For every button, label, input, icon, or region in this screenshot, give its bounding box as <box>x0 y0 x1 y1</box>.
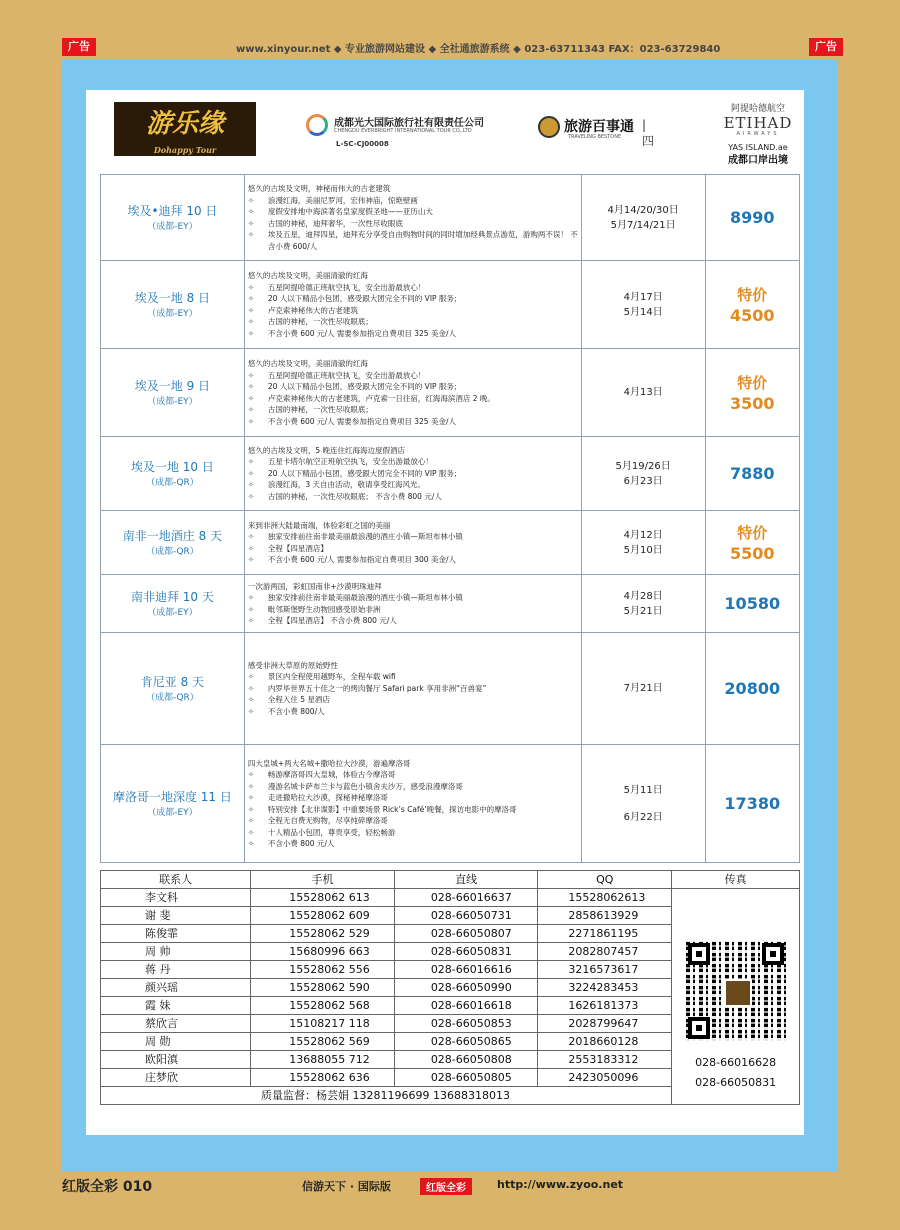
contact-name: 周 帅 <box>101 943 251 961</box>
tour-feature: ✧ 度假安排地中海滨著名皇家度假圣地——亚历山大 <box>247 207 433 216</box>
header-qq: QQ <box>538 871 672 889</box>
tour-price-cell <box>705 349 799 437</box>
diamond-bullet-icon: ✧ <box>247 370 255 380</box>
tour-name-cell <box>101 575 245 633</box>
youlexuan-logo: 游乐缘 Dohappy Tour <box>114 102 256 156</box>
tour-name-cell <box>101 437 245 511</box>
tour-name-cell <box>101 349 245 437</box>
tour-price-cell <box>705 745 799 863</box>
contact-phone: 15528062 568 <box>251 997 395 1015</box>
tour-feature: ✧ 独家安排前往南非最美丽最浪漫的酒庄小镇—斯坦布林小镇 <box>247 532 463 541</box>
tour-date: 5月14日 <box>623 306 663 318</box>
tour-feature: ✧ 全程【四星酒店】 <box>247 543 328 553</box>
tour-description-cell <box>244 745 581 863</box>
contact-phone: 15528062 556 <box>251 961 395 979</box>
tour-price-cell <box>705 437 799 511</box>
contact-qq: 15528062613 <box>538 889 672 907</box>
contact-phone: 15680996 663 <box>251 943 395 961</box>
tour-feature: ✧ 不含小费 800/人 <box>247 706 325 716</box>
diamond-bullet-icon: ✧ <box>247 405 255 414</box>
tour-feature: ✧ 景区内全程使用越野车，全程车载 wifi <box>247 672 396 682</box>
tour-feature: ✧ 浪漫红海，3 天自由活动，敬请享受红海风光。 <box>247 480 426 490</box>
tour-description-cell <box>244 349 581 437</box>
tour-feature: ✧ 古国的神秘，一次性尽收眼底； 不含小费 800 元/人 <box>247 491 442 501</box>
footer-url[interactable]: http://www.zyoo.net <box>497 1178 624 1191</box>
tour-name: 埃及一地 10 日 <box>130 459 214 474</box>
tour-intro: 悠久的古埃及文明，5 晚连住红海海边度假酒店 <box>247 445 406 455</box>
footer-slogan: 信游天下 · 国际版 <box>302 1180 391 1193</box>
tour-price-cell <box>705 575 799 633</box>
tour-name-cell <box>101 511 245 575</box>
contact-qq: 2082807457 <box>538 943 672 961</box>
contact-line: 028-66016637 <box>394 889 538 907</box>
header-name: 联系人 <box>101 871 251 889</box>
tour-feature: ✧ 20 人以下精品小包团，感受跟大团完全不同的 VIP 服务； <box>247 382 462 391</box>
tour-date: 5月21日 <box>623 605 663 617</box>
diamond-bullet-icon: ✧ <box>247 706 255 716</box>
diamond-bullet-icon: ✧ <box>247 543 255 553</box>
contact-qq: 2028799647 <box>538 1015 672 1033</box>
contact-name: 陈俊霏 <box>101 925 251 943</box>
contact-name: 蒋 丹 <box>101 961 251 979</box>
ad-label-right: 广告 <box>809 38 843 56</box>
fax-cell <box>672 889 800 1105</box>
contact-qq: 3224283453 <box>538 979 672 997</box>
contact-row <box>101 889 800 907</box>
tour-feature: ✧ 独家安排前往南非最美丽最浪漫的酒庄小镇—斯坦布林小镇 <box>247 593 463 602</box>
contacts-header-row <box>101 871 800 889</box>
diamond-bullet-icon: ✧ <box>247 317 255 326</box>
tour-dates-cell <box>581 745 705 863</box>
tour-price: 17380 <box>724 793 781 813</box>
contact-qq: 2423050096 <box>538 1069 672 1087</box>
diamond-bullet-icon: ✧ <box>247 305 255 315</box>
top-bar <box>0 38 900 58</box>
tour-airline: （成都-QR） <box>146 692 199 703</box>
tour-description-cell <box>244 175 581 261</box>
tour-date: 6月23日 <box>623 475 663 487</box>
tour-feature: ✧ 全程【四星酒店】 不含小费 800 元/人 <box>247 616 397 625</box>
tour-intro: 悠久的古埃及文明，美丽清澈的红海 <box>247 271 368 280</box>
diamond-bullet-icon: ✧ <box>247 382 255 391</box>
tour-feature: ✧ 五星卡塔尔航空正班航空执飞，安全出游最放心！ <box>247 457 433 467</box>
everbright-logo: 成都光大国际旅行社有限责任公司 CHENGDU EVERBRIGHT INTERNATIONAL TOUR CO.,LTD L-SC-CJ00008 <box>306 108 506 154</box>
diamond-bullet-icon: ✧ <box>247 195 255 205</box>
lvyou-logo: 旅游百事通 TRAVELING BESTONE | 四 <box>538 112 653 148</box>
tour-date: 4月12日 <box>623 529 663 541</box>
tour-name: 肯尼亚 8 天 <box>140 674 205 689</box>
contact-qq: 1626181373 <box>538 997 672 1015</box>
diamond-bullet-icon: ✧ <box>247 393 255 403</box>
tour-feature: ✧ 卢克索神秘伟大的古老建筑 <box>247 305 358 315</box>
contact-name: 周 勋 <box>101 1033 251 1051</box>
tour-name-cell <box>101 175 245 261</box>
tour-airline: （成都-EY） <box>147 807 198 818</box>
contact-name: 庄梦欣 <box>101 1069 251 1087</box>
contact-phone: 15528062 590 <box>251 979 395 997</box>
tour-feature: ✧ 毗邻斯堡野生动物园感受原始非洲 <box>247 604 381 614</box>
special-price-tag: 特价 <box>737 285 768 304</box>
tour-feature: ✧ 卢克索神秘伟大的古老建筑，卢克索一日往宿，红海海滨酒店 2 晚。 <box>247 393 495 403</box>
tour-feature: ✧ 20 人以下精品小包团，感受跟大团完全不同的 VIP 服务； <box>247 294 462 303</box>
tour-intro: 一次游两国，彩虹国南非+沙漠明珠迪拜 <box>247 581 382 591</box>
diamond-bullet-icon: ✧ <box>247 604 255 614</box>
contact-qq: 2271861195 <box>538 925 672 943</box>
tour-feature: ✧ 不含小费 600 元/人 需要参加指定自费项目 325 美金/人 <box>247 328 456 338</box>
fax-number: 028-66050831 <box>695 1076 777 1089</box>
tour-dates-cell <box>581 511 705 575</box>
tour-name: 摩洛哥一地深度 11 日 <box>112 789 232 804</box>
contact-line: 028-66016618 <box>394 997 538 1015</box>
tour-name: 南非迪拜 10 天 <box>130 589 214 604</box>
tour-airline: （成都-EY） <box>147 308 198 319</box>
tour-row <box>101 745 800 863</box>
header-fax: 传真 <box>672 871 800 889</box>
tour-feature: ✧ 特别安排【北非谍影】中重要场景 Rick’s Café’晚餐，探访电影中的摩洛哥 <box>247 804 517 814</box>
tour-feature: ✧ 内罗毕世界五十佳之一的烤肉餐厅 Safari park 享用非洲“百兽宴” <box>247 683 487 693</box>
quality-supervision: 质量监督：杨芸娟 13281196699 13688318013 <box>101 1087 672 1105</box>
tour-feature: ✧ 不含小费 600 元/人 需要参加指定自费项目 325 美金/人 <box>247 416 456 426</box>
contact-phone: 15528062 529 <box>251 925 395 943</box>
tour-feature: ✧ 全程无自费无购物，尽享纯碎摩洛哥 <box>247 816 388 825</box>
contact-name: 李文科 <box>101 889 251 907</box>
tour-dates-cell <box>581 261 705 349</box>
tour-date: 4月14/20/30日 <box>607 204 679 216</box>
diamond-bullet-icon: ✧ <box>247 230 255 239</box>
contact-line: 028-66050990 <box>394 979 538 997</box>
tour-price-cell <box>705 261 799 349</box>
diamond-bullet-icon: ✧ <box>247 491 255 501</box>
diamond-bullet-icon: ✧ <box>247 781 255 791</box>
tour-feature: ✧ 古国的神秘，一次性尽收眼底； <box>247 405 373 414</box>
special-price-tag: 特价 <box>737 523 768 542</box>
bottom-bar <box>0 1176 900 1198</box>
tour-description-cell <box>244 437 581 511</box>
contact-line: 028-66050731 <box>394 907 538 925</box>
tour-row <box>101 633 800 745</box>
diamond-bullet-icon: ✧ <box>247 555 255 564</box>
contact-qq: 3216573617 <box>538 961 672 979</box>
qr-code-icon <box>686 941 786 1041</box>
contact-line: 028-66050805 <box>394 1069 538 1087</box>
tour-feature: ✧ 全程入住 5 星酒店 <box>247 695 330 705</box>
contact-name: 欧阳滇 <box>101 1051 251 1069</box>
diamond-bullet-icon: ✧ <box>247 480 255 490</box>
tour-price-cell <box>705 633 799 745</box>
contact-line: 028-66050808 <box>394 1051 538 1069</box>
header-line: 直线 <box>394 871 538 889</box>
tour-intro: 悠久的古埃及文明，神秘而伟大的古老建筑 <box>247 184 391 193</box>
tour-date: 6月22日 <box>623 811 663 823</box>
diamond-bullet-icon: ✧ <box>247 804 255 814</box>
tour-dates-cell <box>581 437 705 511</box>
diamond-bullet-icon: ✧ <box>247 683 255 693</box>
contact-qq: 2553183312 <box>538 1051 672 1069</box>
tour-name-cell <box>101 633 245 745</box>
tour-feature: ✧ 古国的神秘，一次性尽收眼底； <box>247 317 373 326</box>
contact-name: 颜兴瑶 <box>101 979 251 997</box>
tour-name: 埃及一地 9 日 <box>134 378 211 393</box>
tour-intro: 感受非洲大草原的原始野性 <box>247 660 338 670</box>
tour-dates-cell <box>581 175 705 261</box>
tour-feature: ✧ 五星阿提哈德正班航空执飞，安全出游最放心！ <box>247 370 426 380</box>
tour-date: 4月13日 <box>623 387 663 398</box>
tour-row <box>101 349 800 437</box>
contact-phone: 15528062 569 <box>251 1033 395 1051</box>
tour-airline: （成都-EY） <box>147 607 198 618</box>
diamond-bullet-icon: ✧ <box>247 457 255 467</box>
tour-dates-cell <box>581 575 705 633</box>
tour-airline: （成都-QR） <box>146 477 199 488</box>
diamond-bullet-icon: ✧ <box>247 616 255 625</box>
diamond-bullet-icon: ✧ <box>247 827 255 837</box>
paper <box>86 90 804 1135</box>
tour-name: 埃及•迪拜 10 日 <box>127 203 218 218</box>
diamond-bullet-icon: ✧ <box>247 416 255 426</box>
tours-table <box>100 174 800 863</box>
tour-feature: ✧ 十人精品小包团，尊贵享受，轻松畅游 <box>247 827 396 837</box>
tour-name-cell <box>101 261 245 349</box>
etihad-logo: 阿提哈德航空 ETIHAD AIRWAYS YAS ISLAND.ae 成都口岸出境 <box>723 104 793 166</box>
fax-number: 028-66016628 <box>695 1056 777 1069</box>
tour-row <box>101 175 800 261</box>
lvyou-face-icon <box>538 116 560 138</box>
tour-airline: （成都-EY） <box>147 221 198 232</box>
page-frame <box>62 60 838 1172</box>
contacts-table <box>100 870 800 1105</box>
tour-date: 5月7/14/21日 <box>610 219 676 231</box>
tour-price: 10580 <box>724 593 781 613</box>
diamond-bullet-icon: ✧ <box>247 207 255 216</box>
contact-phone: 15528062 609 <box>251 907 395 925</box>
contact-qq: 2018660128 <box>538 1033 672 1051</box>
tour-row <box>101 437 800 511</box>
diamond-bullet-icon: ✧ <box>247 282 255 292</box>
tour-price-cell <box>705 175 799 261</box>
contact-name: 蔡欣言 <box>101 1015 251 1033</box>
diamond-bullet-icon: ✧ <box>247 218 255 228</box>
diamond-bullet-icon: ✧ <box>247 593 255 602</box>
tour-airline: （成都-QR） <box>146 546 199 557</box>
diamond-bullet-icon: ✧ <box>247 695 255 705</box>
diamond-bullet-icon: ✧ <box>247 468 255 478</box>
everbright-mark-icon <box>306 114 328 136</box>
tour-price: 7880 <box>729 463 775 483</box>
tour-date: 5月10日 <box>623 544 663 556</box>
tour-date: 5月19/26日 <box>615 460 671 472</box>
tour-date: 5月11日 <box>623 784 663 796</box>
tour-date: 7月21日 <box>623 683 663 694</box>
logo-strip <box>86 90 804 174</box>
tour-row <box>101 511 800 575</box>
tour-intro: 四大皇城+两大名城+撒哈拉大沙漠，游遍摩洛哥 <box>247 758 411 768</box>
contact-name: 霞 妹 <box>101 997 251 1015</box>
tour-price: 3500 <box>729 393 775 413</box>
contact-line: 028-66050807 <box>394 925 538 943</box>
tour-feature: ✧ 浪漫红海，美丽尼罗河，宏伟神庙，惊艳壁画 <box>247 195 418 205</box>
tour-feature: ✧ 五星阿提哈德正班航空执飞，安全出游最放心！ <box>247 282 426 292</box>
ad-label-left: 广告 <box>62 38 96 56</box>
tour-name-cell <box>101 745 245 863</box>
special-price-tag: 特价 <box>737 373 768 392</box>
tour-intro: 悠久的古埃及文明，美丽清澈的红海 <box>247 359 368 368</box>
diamond-bullet-icon: ✧ <box>247 793 255 802</box>
tour-feature: ✧ 古国的神秘，迪拜奢华，一次性尽收眼底 <box>247 218 403 228</box>
tour-price: 4500 <box>729 305 775 325</box>
tour-feature: ✧ 畅游摩洛哥四大皇城，体验古今摩洛哥 <box>247 770 396 779</box>
contact-phone: 15108217 118 <box>251 1015 395 1033</box>
header-info: www.xinyour.net ◆ 专业旅游网站建设 ◆ 全社通旅游系统 ◆ 023-63711343 FAX：023-63729840 <box>236 44 721 55</box>
contact-phone: 13688055 712 <box>251 1051 395 1069</box>
tour-feature: ✧ 不含小费 800 元/人 <box>247 839 335 848</box>
tour-intro: 来到非洲大陆最南端，体验彩虹之国的美丽 <box>247 520 391 530</box>
page-number: 红版全彩 010 <box>62 1179 153 1195</box>
diamond-bullet-icon: ✧ <box>247 328 255 338</box>
diamond-bullet-icon: ✧ <box>247 672 255 682</box>
tour-dates-cell <box>581 349 705 437</box>
tour-feature: ✧ 20 人以下精品小包团，感受跟大团完全不同的 VIP 服务； <box>247 468 462 478</box>
diamond-bullet-icon: ✧ <box>247 294 255 303</box>
contact-name: 谢 斐 <box>101 907 251 925</box>
tour-price: 5500 <box>729 543 775 563</box>
tour-row <box>101 261 800 349</box>
diamond-bullet-icon: ✧ <box>247 532 255 541</box>
tour-row <box>101 575 800 633</box>
tour-price: 8990 <box>729 207 775 227</box>
tour-description-cell <box>244 511 581 575</box>
tour-airline: （成都-EY） <box>147 396 198 407</box>
header-phone: 手机 <box>251 871 395 889</box>
tour-feature: ✧ 埃及五星，迪拜四星，迪拜充分享受自由购物时间的同时增加经典景点游览，游购两不误！ 不 <box>247 230 578 239</box>
tour-feature: ✧ 走进撒哈拉大沙漠，探秘神秘摩洛哥 <box>247 793 388 802</box>
tour-date: 4月17日 <box>623 291 663 303</box>
tour-name: 南非一地酒庄 8 天 <box>122 528 223 543</box>
tour-description-cell <box>244 261 581 349</box>
contact-line: 028-66016616 <box>394 961 538 979</box>
contact-line: 028-66050853 <box>394 1015 538 1033</box>
contact-line: 028-66050865 <box>394 1033 538 1051</box>
contact-phone: 15528062 613 <box>251 889 395 907</box>
tour-feature: ✧ 不含小费 600 元/人 需要参加指定自费项目 300 美金/人 <box>247 555 456 564</box>
tour-date: 4月28日 <box>623 590 663 602</box>
tour-description-cell <box>244 633 581 745</box>
diamond-bullet-icon: ✧ <box>247 839 255 848</box>
contact-line: 028-66050831 <box>394 943 538 961</box>
tour-description-cell <box>244 575 581 633</box>
tour-feature: 含小费 600/人 <box>267 241 318 251</box>
tour-dates-cell <box>581 633 705 745</box>
contact-qq: 2858613929 <box>538 907 672 925</box>
tour-price: 20800 <box>724 678 781 698</box>
tour-feature: ✧ 漫游名城卡萨布兰卡与蓝色小镇舍夫沙万，感受浪漫摩洛哥 <box>247 781 463 791</box>
contact-phone: 15528062 636 <box>251 1069 395 1087</box>
qr-logo-icon <box>724 979 752 1007</box>
tour-name: 埃及一地 8 日 <box>134 290 211 305</box>
diamond-bullet-icon: ✧ <box>247 816 255 825</box>
tour-price-cell <box>705 511 799 575</box>
footer-brand: 红版全彩 <box>420 1178 472 1195</box>
diamond-bullet-icon: ✧ <box>247 770 255 779</box>
